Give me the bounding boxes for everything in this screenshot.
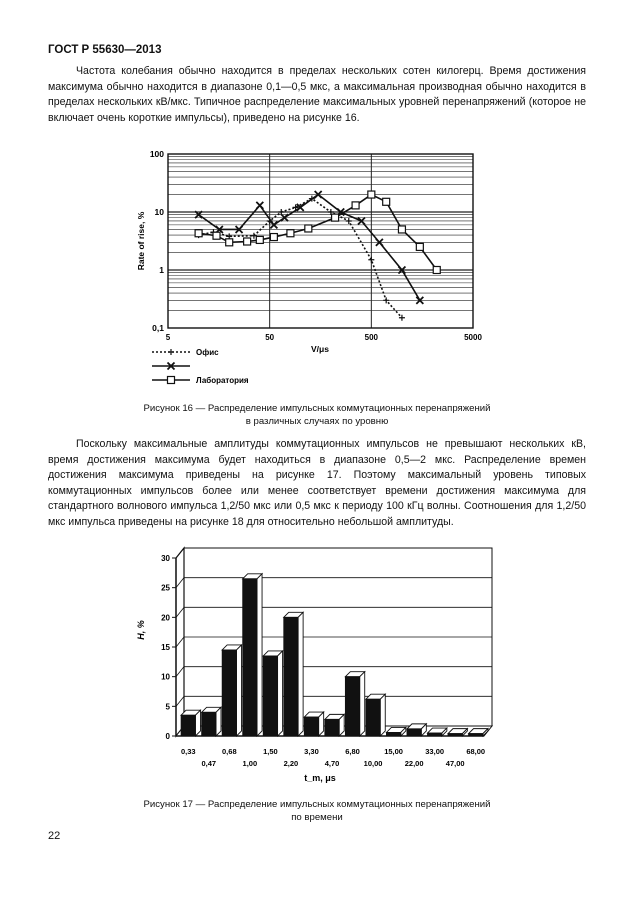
figure-16-caption-line2: в различных случаях по уровню — [245, 416, 389, 427]
y-axis-label: H, % — [136, 620, 146, 640]
x-axis-label: t_m, μs — [304, 773, 336, 783]
bar-side — [195, 710, 200, 736]
bar — [345, 672, 364, 736]
legend-entry — [152, 376, 249, 385]
legend-label: Лаборатория — [196, 376, 249, 385]
bar-front — [304, 717, 318, 736]
x-tick-label: 6,80 — [345, 747, 360, 756]
x-tick-label: 47,00 — [445, 759, 465, 768]
y-tick-label: 25 — [161, 583, 170, 593]
y-tick-label: 5 — [165, 702, 170, 712]
x-tick-label: 68,00 — [466, 747, 486, 756]
x-tick-label: 50 — [265, 333, 275, 342]
bar — [243, 574, 262, 736]
bar — [202, 707, 221, 736]
bar — [263, 651, 282, 736]
x-tick-label: 2,20 — [283, 759, 299, 768]
legend-entry — [152, 348, 219, 357]
bar-front — [222, 650, 236, 736]
bar — [284, 612, 303, 736]
y-tick-label: 0,1 — [152, 323, 164, 333]
x-tick-label: 3,30 — [304, 747, 319, 756]
x-tick-label: 4,70 — [324, 759, 340, 768]
bar-front — [366, 699, 380, 736]
bar-front — [284, 617, 298, 736]
x-tick-label: 0,68 — [222, 747, 237, 756]
x-tick-label: 15,00 — [384, 747, 403, 756]
bar-side — [237, 645, 242, 736]
point-marker — [368, 191, 375, 198]
point-marker — [398, 226, 405, 233]
bar-side — [360, 672, 365, 736]
point-marker — [256, 236, 263, 243]
page-number: 22 — [48, 830, 61, 842]
point-marker — [352, 202, 359, 209]
y-tick-label: 10 — [154, 207, 164, 217]
x-tick-label: 5000 — [464, 333, 482, 342]
point-marker — [195, 230, 202, 237]
figure-17-caption-line1: Рисунок 17 — Распределение импульсных коммутационных перенапряжений — [143, 799, 491, 810]
figure-16-chart — [90, 140, 510, 392]
y-tick-label: 15 — [161, 643, 170, 652]
y-tick-label: 100 — [149, 149, 164, 159]
legend-entry — [152, 363, 190, 370]
point-marker — [256, 202, 263, 209]
document-header: ГОСТ Р 55630—2013 — [48, 44, 162, 56]
x-tick-label: 5 — [165, 333, 171, 342]
bar — [222, 645, 241, 736]
point-marker — [244, 238, 251, 245]
y-tick-label: 0 — [165, 732, 170, 741]
bar-front — [202, 712, 216, 736]
point-marker — [416, 243, 423, 250]
point-marker — [368, 257, 374, 263]
bar — [304, 712, 323, 736]
plot-frame — [168, 154, 473, 328]
point-marker — [305, 225, 312, 232]
y-tick-label: 10 — [161, 672, 170, 682]
bar-side — [380, 694, 385, 736]
y-tick-label: 20 — [161, 613, 170, 623]
point-marker — [287, 230, 294, 237]
point-marker — [226, 239, 233, 246]
bar-side — [216, 707, 221, 736]
bar — [181, 710, 200, 736]
bar-front — [345, 677, 359, 736]
point-marker — [383, 198, 390, 205]
x-tick-label: 22,00 — [404, 759, 424, 768]
bar — [366, 694, 385, 736]
x-tick-label: 1,50 — [263, 747, 278, 756]
bar-front — [325, 719, 339, 736]
y-axis-label: Rate of rise, % — [136, 211, 146, 271]
bar-front — [263, 656, 277, 736]
bar-front — [407, 729, 421, 736]
y-tick-label: 30 — [161, 554, 170, 563]
x-tick-label: 10,00 — [363, 759, 383, 768]
x-tick-label: 0,33 — [180, 747, 196, 756]
x-tick-label: 1,00 — [242, 759, 258, 768]
x-tick-label: 500 — [364, 333, 379, 342]
bar-front — [181, 715, 195, 736]
x-tick-label: 33,00 — [425, 747, 445, 756]
point-marker — [332, 214, 339, 221]
bar-front — [243, 579, 257, 736]
point-marker — [168, 349, 174, 355]
bar — [325, 714, 344, 736]
paragraph-1: Частота колебания обычно находится в пределах нескольких сотен килогерц. Время достижения максимума обычно находится в диапазоне 0,1—0,5 мкс, а максимальная производная обычно находится в пределах нескольких кВ/мкс. Типичное распределение максимальных уровней перенапряжений (которое не включает очень короткие импульсы), приведено на рисунке 16. — [48, 65, 586, 124]
x-tick-label: 0,47 — [201, 759, 217, 768]
figure-17-caption-line2: по времени — [291, 812, 343, 823]
paragraph-2: Поскольку максимальные амплитуды коммутационных импульсов не превышают нескольких кВ, время достижения максимума будет находиться в диапазоне 0,5—2 мкс. Распределение времен достижения максимума приведены на рисунке 17. Поэтому максимальный уровень типовых коммутационных импульсов более или менее соответствует времени достижения максимума для стандартного волнового импульса 1,2/50 мкс или 0,5 мкс к периоду 100 кГц волны. Соотношения для 1,2/50 мкс импульса приведены на рисунке 18 для относительно небольшой амплитуды. — [48, 438, 586, 528]
figure-16-caption-line1: Рисунок 16 — Распределение импульсных коммутационных перенапряжений — [143, 403, 491, 414]
y-tick-label: 1 — [159, 265, 164, 275]
series-line — [199, 195, 420, 301]
point-marker — [270, 234, 277, 241]
bar-side — [298, 612, 303, 736]
point-marker — [433, 267, 440, 274]
x-axis-label: V/μs — [311, 344, 329, 354]
bar-side — [278, 651, 283, 736]
point-marker — [168, 377, 175, 384]
figure-17-caption — [48, 798, 586, 824]
legend-label: Офис — [196, 348, 219, 357]
figure-16-caption — [48, 402, 586, 428]
point-marker — [213, 232, 220, 239]
bar — [407, 724, 426, 736]
figure-17-chart — [120, 538, 520, 788]
bar-side — [257, 574, 262, 736]
